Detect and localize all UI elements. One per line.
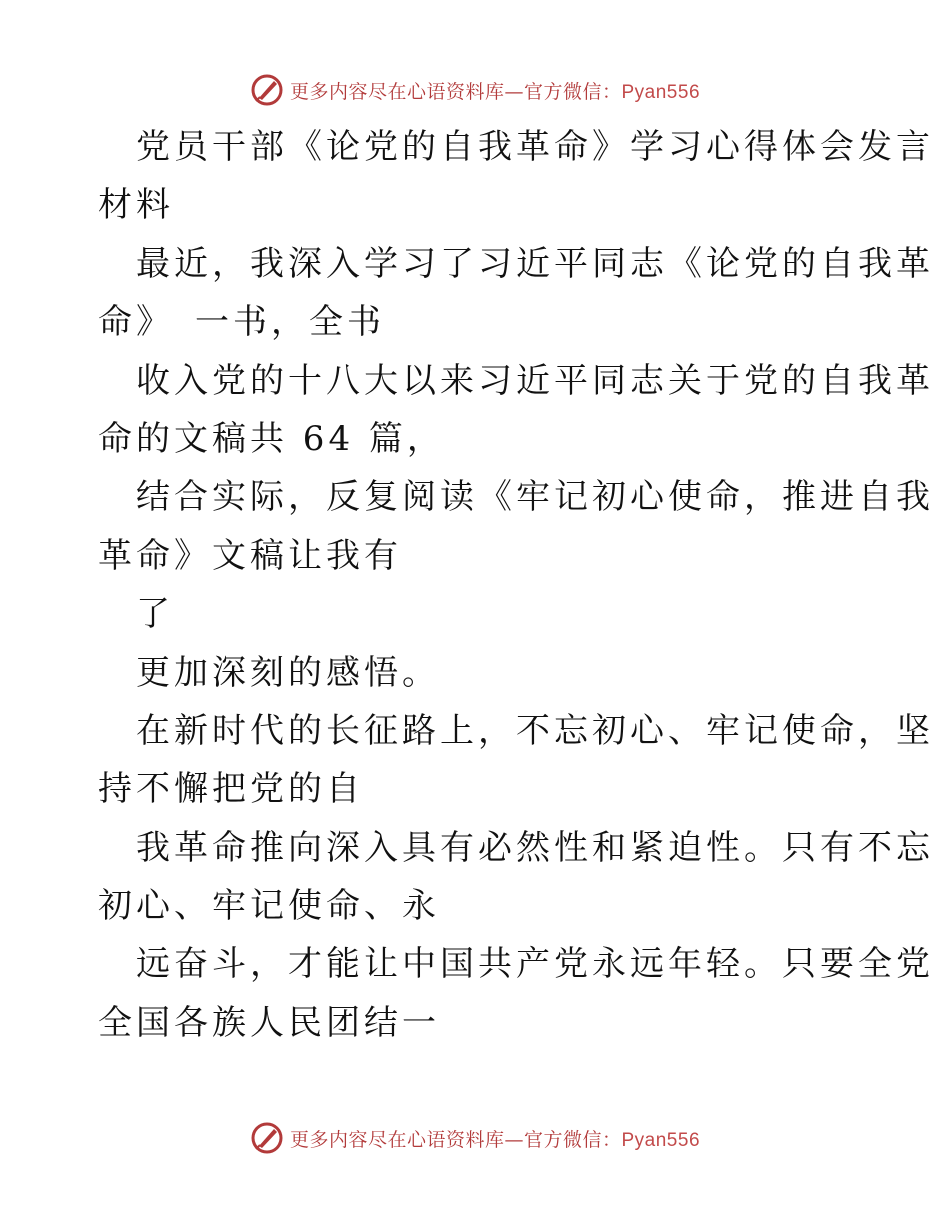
wechat-id: Pyan556 [621,81,701,103]
quill-circle-icon [250,1121,284,1155]
paragraph-line: 收入党的十八大以来习近平同志关于党的自我革 [136,360,934,401]
footer-watermark [0,1118,950,1158]
paragraph-line: 最近，我深入学习了习近平同志《论党的自我革 [136,243,934,284]
title-line-1: 党员干部《论党的自我革命》学习心得体会发言 [136,127,934,167]
paragraph-line: 命》 一书，全书 [98,302,385,343]
paragraph-line: 更加深刻的感悟。 [136,652,440,693]
paragraph-line: 命的文稿共 64 篇， [98,418,445,459]
paragraph-line: 在新时代的长征路上，不忘初心、牢记使命，坚 [136,710,934,751]
paragraph-line: 远奋斗，才能让中国共产党永远年轻。只要全党 [136,944,934,985]
title-line-2: 材料 [98,185,174,226]
header-watermark-text: 更多内容尽在心语资料库—官方微信：Pyan556 [289,80,701,103]
paragraph-line: 我革命推向深入具有必然性和紧迫性。只有不忘 [136,827,934,868]
paragraph-line: 结合实际，反复阅读《牢记初心使命，推进自我 [136,477,934,518]
wechat-id: Pyan556 [621,1129,701,1151]
paragraph-line: 了 [136,594,174,635]
header-watermark [0,70,950,110]
paragraph-line: 革命》文稿让我有 [98,535,402,576]
paragraph-line: 持不懈把党的自 [98,769,364,810]
paragraph-line: 全国各族人民团结一 [98,1002,440,1043]
quill-circle-icon [250,73,284,107]
document-body [98,118,934,1052]
paragraph-line: 初心、牢记使命、永 [98,886,440,927]
footer-watermark-text: 更多内容尽在心语资料库—官方微信：Pyan556 [289,1128,701,1151]
